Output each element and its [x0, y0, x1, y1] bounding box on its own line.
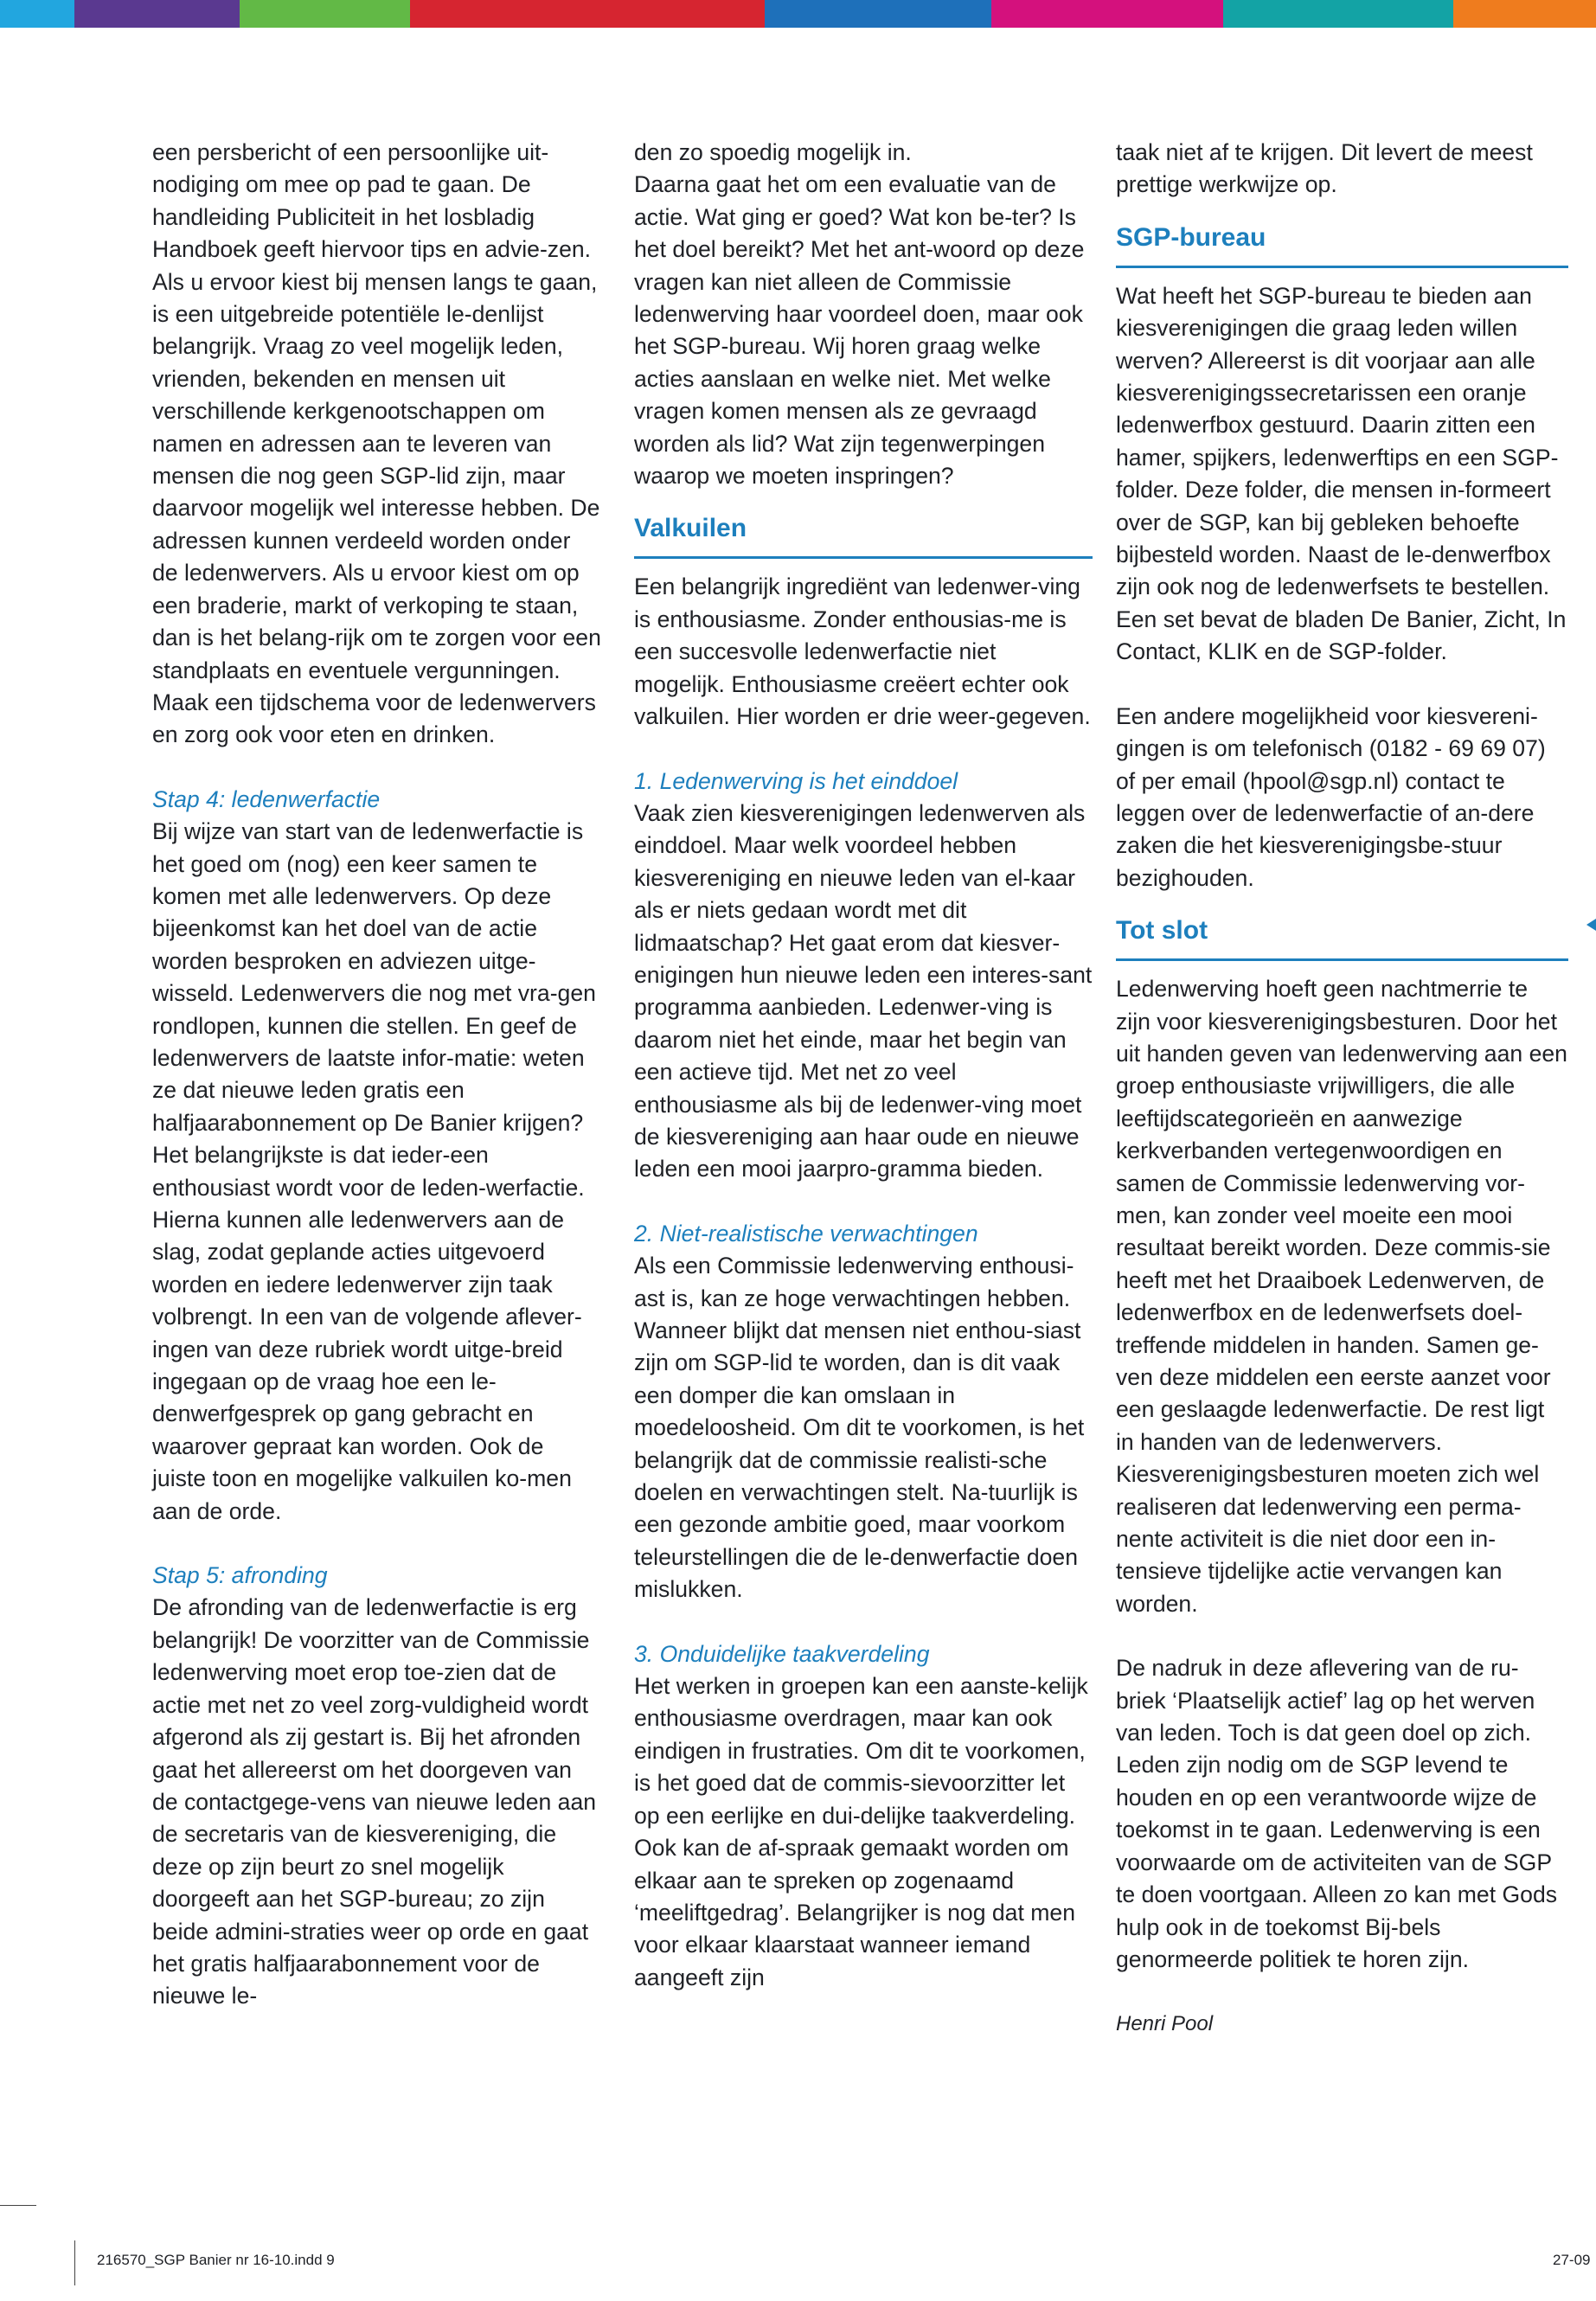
triangle-marker-icon: [1586, 919, 1596, 931]
paragraph: Een belangrijk ingrediënt van ledenwer-ving is enthousiasme. Zonder enthousias-me is een succesvolle ledenwerfactie niet mogelijk. Enthousiasme creëert echter ook valkuilen. Hier worden er drie weer-gegeven.: [634, 574, 1091, 730]
author-name: Henri Pool: [1116, 2012, 1214, 2036]
stripe-segment: [765, 0, 991, 28]
stripe-segment: [74, 0, 240, 28]
column-2: [634, 137, 1093, 1994]
paragraph: Vaak zien kiesverenigingen ledenwerven als einddoel. Maar welk voordeel hebben kiesvereniging en nieuwe leden van el-kaar als er niets gedaan wordt met dit lidmaatschap? Het gaat erom dat kiesver-enigingen hun nieuwe leden een interes-sant programma aanbieden. Ledenwer-ving is daarom niet het einde, maar het begin van een actieve tijd. Met net zo veel enthousiasme als bij de ledenwer-ving moet de kiesvereniging aan haar oude en nieuwe leden een mooi jaarpro-gramma bieden.: [634, 799, 1093, 1183]
sgp-bureau-heading: SGP-bureau: [1116, 221, 1568, 268]
paragraph: Daarna gaat het om een evaluatie van de actie. Wat ging er goed? Wat kon be-ter? Is het doel bereikt? Met het ant-woord op deze vragen kan niet alleen de Commissie ledenwerving haar voordeel doen, maar ook het SGP-bureau. Wij horen graag welke acties aanslaan en welke niet. Met welke vragen komen mensen als ze gevraagd worden als lid? Wat zijn tegenwerpingen waarop we moeten inspringen?: [634, 171, 1085, 490]
crop-mark: [0, 2205, 36, 2206]
stripe-segment: [240, 0, 410, 28]
step-5-heading: Stap 5: afronding: [152, 1562, 328, 1589]
column-1: [152, 137, 602, 2013]
paragraph: Bij wijze van start van de ledenwerfactie is het goed om (nog) een keer samen te komen met alle ledenwervers. Op deze bijeenkomst kan het doel van de actie worden besproken en adviezen uitge-wisseld. Ledenwervers die nog met vra-gen rondlopen, kunnen die stellen. En geef de ledenwervers de laatste infor-matie: weten ze dat nieuwe leden gratis een halfjaarabonnement op De Banier krijgen? Het belangrijkste is dat ieder-een enthousiast wordt voor de leden-werfactie.: [152, 818, 596, 1201]
paragraph: De nadruk in deze aflevering van de ru-briek ‘Plaatselijk actief’ lag op het werven van leden. Toch is dat geen doel op zich. Leden zijn nodig om de SGP levend te houden en op een verantwoorde wijze de toekomst in te gaan. Ledenwerving is een voorwaarde om de activiteiten van de SGP te doen voortgaan. Alleen zo kan met Gods hulp ook in de toekomst Bij-bels genormeerde politiek te horen zijn.: [1116, 1655, 1558, 1972]
paragraph: een persbericht of een persoonlijke uit-nodiging om mee op pad te gaan. De handleiding Publiciteit in het losbladig Handboek geeft hiervoor tips en advie-zen.: [152, 139, 592, 263]
valkuilen-heading: Valkuilen: [634, 511, 1093, 559]
stripe-segment: [1223, 0, 1453, 28]
paragraph: Een andere mogelijkheid voor kiesvereni-gingen is om telefonisch (0182 - 69 69 07) of per email (hpool@sgp.nl) contact te leggen over de ledenwerfactie of an-dere zaken die het kiesverenigingsbe-stuur bezighouden.: [1116, 702, 1546, 891]
subheading: 2. Niet-realistische verwachtingen: [634, 1220, 978, 1247]
stripe-segment: [991, 0, 1223, 28]
subheading: 3. Onduidelijke taakverdeling: [634, 1640, 930, 1667]
stripe-segment: [0, 0, 74, 28]
paragraph: Hierna kunnen alle ledenwervers aan de slag, zodat geplande acties uitgevoerd worden en iedere ledenwerver zijn taak volbrengt. In een van de volgende aflever-ingen van deze rubriek wordt uitge-breid ingegaan op de vraag hoe een le-denwerfgesprek op gang gebracht en waarover gepraat kan worden. Ook de juiste toon en mogelijke valkuilen ko-men aan de orde.: [152, 1207, 582, 1524]
paragraph: Wat heeft het SGP-bureau te bieden aan kiesverenigingen die graag leden willen werven? Allereerst is dit voorjaar aan alle kiesverenigingssecretarissen een oranje ledenwerfbox gestuurd. Daarin zitten een hamer, spijkers, ledenwerftips en een SGP-folder. Deze folder, die mensen in-formeert over de SGP, kan bij gebleken behoefte bijbesteld worden. Naast de le-denwerfbox zijn ook nog de ledenwerfsets te bestellen. Een set bevat de bladen De Banier, Zicht, In Contact, KLIK en de SGP-folder.: [1116, 282, 1567, 665]
paragraph: Als u ervoor kiest bij mensen langs te gaan, is een uitgebreide potentiële le-denlijst belangrijk. Vraag zo veel mogelijk leden, vrienden, bekenden en mensen uit verschillende kerkgenootschappen om namen en adressen aan te leveren van mensen die nog geen SGP-lid zijn, maar daarvoor mogelijk wel interesse hebben. De adressen kunnen verdeeld worden onder de ledenwervers. Als u ervoor kiest om op een braderie, markt of verkoping te staan, dan is het belang-rijk om te zorgen voor een standplaats en eventuele vergunningen. Maak een tijdschema voor de ledenwervers en zorg ook voor eten en drinken.: [152, 268, 601, 748]
footer-date: 27-09: [1553, 2252, 1591, 2268]
paragraph: den zo spoedig mogelijk in.: [634, 139, 912, 165]
subheading: 1. Ledenwerving is het einddoel: [634, 767, 958, 794]
paragraph: Als een Commissie ledenwerving enthousi-ast is, kan ze hoge verwachtingen hebben. Wanneer blijkt dat mensen niet enthou-siast zijn om SGP-lid te worden, dan is dit vaak een domper die kan omslaan in moedeloosheid. Om dit te voorkomen, is het belangrijk dat de commissie realisti-sche doelen en verwachtingen stelt. Na-tuurlijk is een gezonde ambitie goed, maar voorkom teleurstellingen die de le-denwerfactie doen mislukken.: [634, 1253, 1085, 1603]
paragraph: Ledenwerving hoeft geen nachtmerrie te zijn voor kiesverenigingsbesturen. Door het uit handen geven van ledenwerving aan een groep enthousiaste vrijwilligers, die alle leeftijdscategorieën en aanwezige kerkverbanden vertegenwoordigen en samen de Commissie ledenwerving vor-men, kan zonder veel moeite een mooi resultaat bereikt worden. Deze commis-sie heeft met het Draaiboek Ledenwerven, de ledenwerfbox en de ledenwerfsets doel-treffende middelen in handen. Samen ge-ven deze middelen een eerste aanzet voor een geslaagde ledenwerfactie. De rest ligt in handen van de ledenwervers. Kiesverenigingsbesturen moeten zich wel realiseren dat ledenwerving een perma-nente activiteit is die niet door een in-tensieve tijdelijke actie vervangen kan worden.: [1116, 976, 1567, 1617]
paragraph: taak niet af te krijgen. Dit levert de meest prettige werkwijze op.: [1116, 139, 1533, 198]
stripe-segment: [1453, 0, 1596, 28]
paragraph: Het werken in groepen kan een aanste-kelijk enthousiasme overdragen, maar kan ook eindigen in frustraties. Om dit te voorkomen, is het goed dat de commis-sievoorzitter let op een eerlijke en dui-delijke taakverdeling. Ook kan de af-spraak gemaakt worden om elkaar aan te spreken op zogenaamd ‘meeliftgedrag’. Belangrijker is nog dat men voor elkaar klaarstaat wanneer iemand aangeeft zijn: [634, 1673, 1088, 1990]
paragraph: De afronding van de ledenwerfactie is erg belangrijk! De voorzitter van de Commissie ledenwerving moet erop toe-zien dat de actie met net zo veel zorg-vuldigheid wordt afgerond als zij gestart is. Bij het afronden gaat het allereerst om het doorgeven van de contactgege-vens van nieuwe leden aan de secretaris van de kiesvereniging, die deze op zijn beurt zo snel mogelijk doorgeeft aan het SGP-bureau; zo zijn beide admini-straties weer op orde en gaat het gratis halfjaarabonnement voor de nieuwe le-: [152, 1594, 597, 2009]
stripe-segment: [410, 0, 765, 28]
column-3: [1116, 137, 1568, 2041]
footer-file-info: 216570_SGP Banier nr 16-10.indd 9: [97, 2252, 335, 2268]
tot-slot-heading: Tot slot: [1116, 913, 1568, 961]
crop-mark: [74, 2240, 75, 2285]
step-4-heading: Stap 4: ledenwerfactie: [152, 785, 381, 812]
color-stripe: [0, 0, 1596, 28]
